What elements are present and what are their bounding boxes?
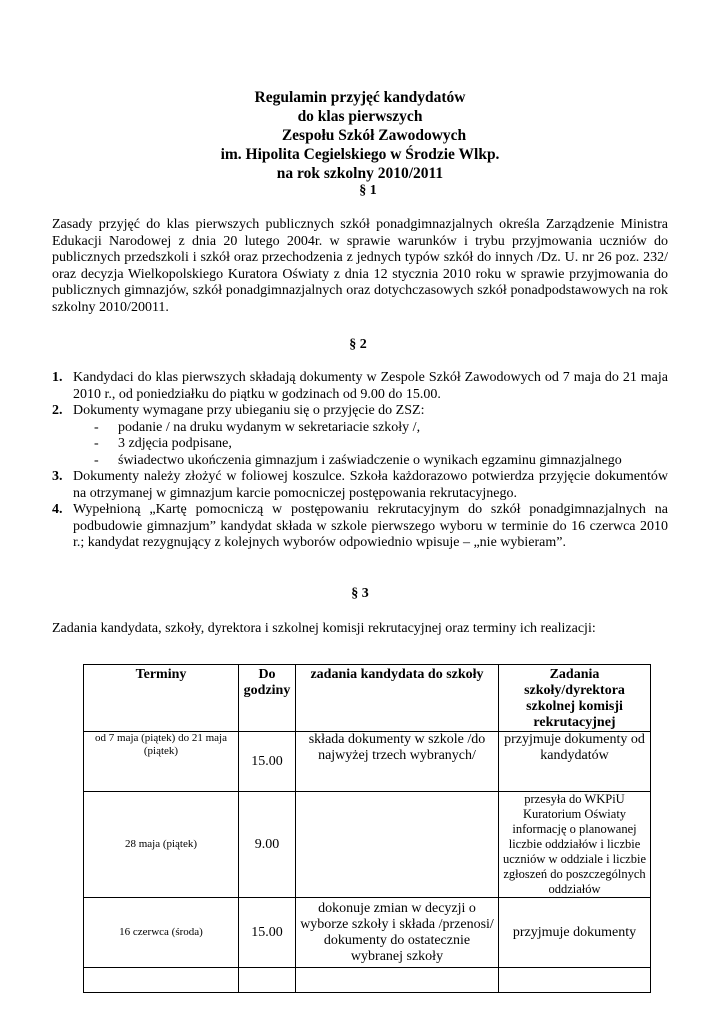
list-item [52, 370, 668, 403]
requirements-list [52, 370, 668, 552]
table-cell-candidate-task: dokonuje zmian w decyzji o wyborze szkoły i składa /przenosi/ dokumenty do ostatecznie wybranej szkoły [296, 898, 499, 968]
sub-list-item [52, 436, 668, 453]
table-cell-term: 16 czerwca (środa) [84, 898, 239, 968]
list-item [52, 502, 668, 552]
table-row [84, 732, 651, 792]
title-line: im. Hipolita Cegielskiego w Środzie Wlkp. [220, 146, 500, 163]
table-cell-term [84, 968, 239, 993]
table-cell-term: od 7 maja (piątek) do 21 maja (piątek) [84, 732, 239, 792]
dash-bullet: - [94, 436, 99, 451]
section-3-heading: § 3 [351, 586, 369, 601]
sub-list-item [52, 420, 668, 437]
column-header-candidate-tasks: zadania kandydata do szkoły [296, 665, 499, 732]
list-item-number: 4. [52, 502, 63, 517]
column-header-hour: Do godziny [239, 665, 296, 732]
table-cell-candidate-task [296, 968, 499, 993]
list-item-number: 1. [52, 370, 63, 385]
table-row [84, 898, 651, 968]
table-cell-school-task: przyjmuje dokumenty [499, 898, 651, 968]
sub-list-item-text: podanie / na druku wydanym w sekretariacie szkoły /, [118, 419, 421, 435]
title-line: do klas pierwszych [297, 108, 423, 125]
table-header-row [84, 665, 651, 732]
table-cell-term: 28 maja (piątek) [84, 792, 239, 898]
section-2-heading: § 2 [349, 337, 367, 352]
schedule-table [83, 664, 651, 993]
section-1-heading: § 1 [359, 183, 377, 198]
section-3-intro: Zadania kandydata, szkoły, dyrektora i szkolnej komisji rekrutacyjnej oraz terminy ich realizacji: [52, 621, 596, 636]
title-line: Zespołu Szkół Zawodowych [281, 127, 467, 144]
section-1-paragraph: Zasady przyjęć do klas pierwszych publicznych szkół ponadgimnazjalnych określa Zarządzenie Ministra Edukacji Narodowej z dnia 20 lutego 2004r. w sprawie warunków i trybu przyjmowania uczniów do publicznych przedszkoli i szkół oraz przechodzenia z jednych typów szkół do innych /Dz. U. nr 26 poz. 232/ oraz decyzja Wielkopolskiego Kuratora Oświaty z dnia 12 stycznia 2010 roku w sprawie przyjmowania do publicznych gimnazjów, szkół ponadgimnazjalnych oraz dotychczasowych szkół ponadpodstawowych na rok szkolny 2010/20011. [52, 217, 668, 315]
table-row [84, 968, 651, 993]
table-cell-school-task [499, 968, 651, 993]
table-cell-school-task: przyjmuje dokumenty od kandydatów [499, 732, 651, 792]
list-item-number: 2. [52, 403, 63, 418]
column-header-school-tasks: Zadania szkoły/dyrektora szkolnej komisji rekrutacyjnej [499, 665, 651, 732]
sub-list-item-text: świadectwo ukończenia gimnazjum i zaświadczenie o wynikach egzaminu gimnazjalnego [118, 452, 622, 468]
table-cell-hour [239, 968, 296, 993]
title-line: Regulamin przyjęć kandydatów [254, 89, 466, 106]
list-item-text: Kandydaci do klas pierwszych składają dokumenty w Zespole Szkół Zawodowych od 7 maja do 21 maja 2010 r., od poniedziałku do piątku w godzinach od 9.00 do 15.00. [73, 370, 668, 402]
list-item-text: Wypełnioną „Kartę pomocniczą w postępowaniu rekrutacyjnym do szkół ponadgimnazjalnych na podbudowie gimnazjum” kandydat składa w szkole pierwszego wyboru w terminie do 16 czerwca 2010 r.; kandydat rezygnujący z kolejnych wyborów odpowiednio wpisuje – „nie wybieram”. [73, 502, 668, 550]
column-header-terms: Terminy [84, 665, 239, 732]
table-cell-candidate-task: składa dokumenty w szkole /do najwyżej trzech wybranych/ [296, 732, 499, 792]
table-cell-hour: 15.00 [239, 732, 296, 792]
list-item-text: Dokumenty należy złożyć w foliowej koszulce. Szkoła każdorazowo potwierdza przyjęcie dokumentów na otrzymanej w gimnazjum karcie pomocniczej postępowania rekrutacyjnego. [73, 469, 668, 501]
table-cell-school-task: przesyła do WKPiU Kuratorium Oświaty informację o planowanej liczbie oddziałów i liczbie uczniów w oddziale i liczbie zgłoszeń do poszczególnych oddziałów [499, 792, 651, 898]
dash-bullet: - [94, 452, 99, 468]
sub-list-item [52, 453, 668, 470]
dash-bullet: - [94, 419, 99, 435]
list-item-number: 3. [52, 469, 63, 484]
list-item [52, 403, 668, 420]
list-item-text: Dokumenty wymagane przy ubieganiu się o przyjęcie do ZSZ: [73, 403, 425, 418]
table-row [84, 792, 651, 898]
document-title [140, 88, 580, 183]
table-cell-candidate-task [296, 792, 499, 898]
title-line: na rok szkolny 2010/2011 [276, 165, 444, 182]
list-item [52, 469, 668, 502]
table-cell-hour: 15.00 [239, 898, 296, 968]
table-cell-hour: 9.00 [239, 792, 296, 898]
sub-list-item-text: 3 zdjęcia podpisane, [118, 436, 232, 451]
